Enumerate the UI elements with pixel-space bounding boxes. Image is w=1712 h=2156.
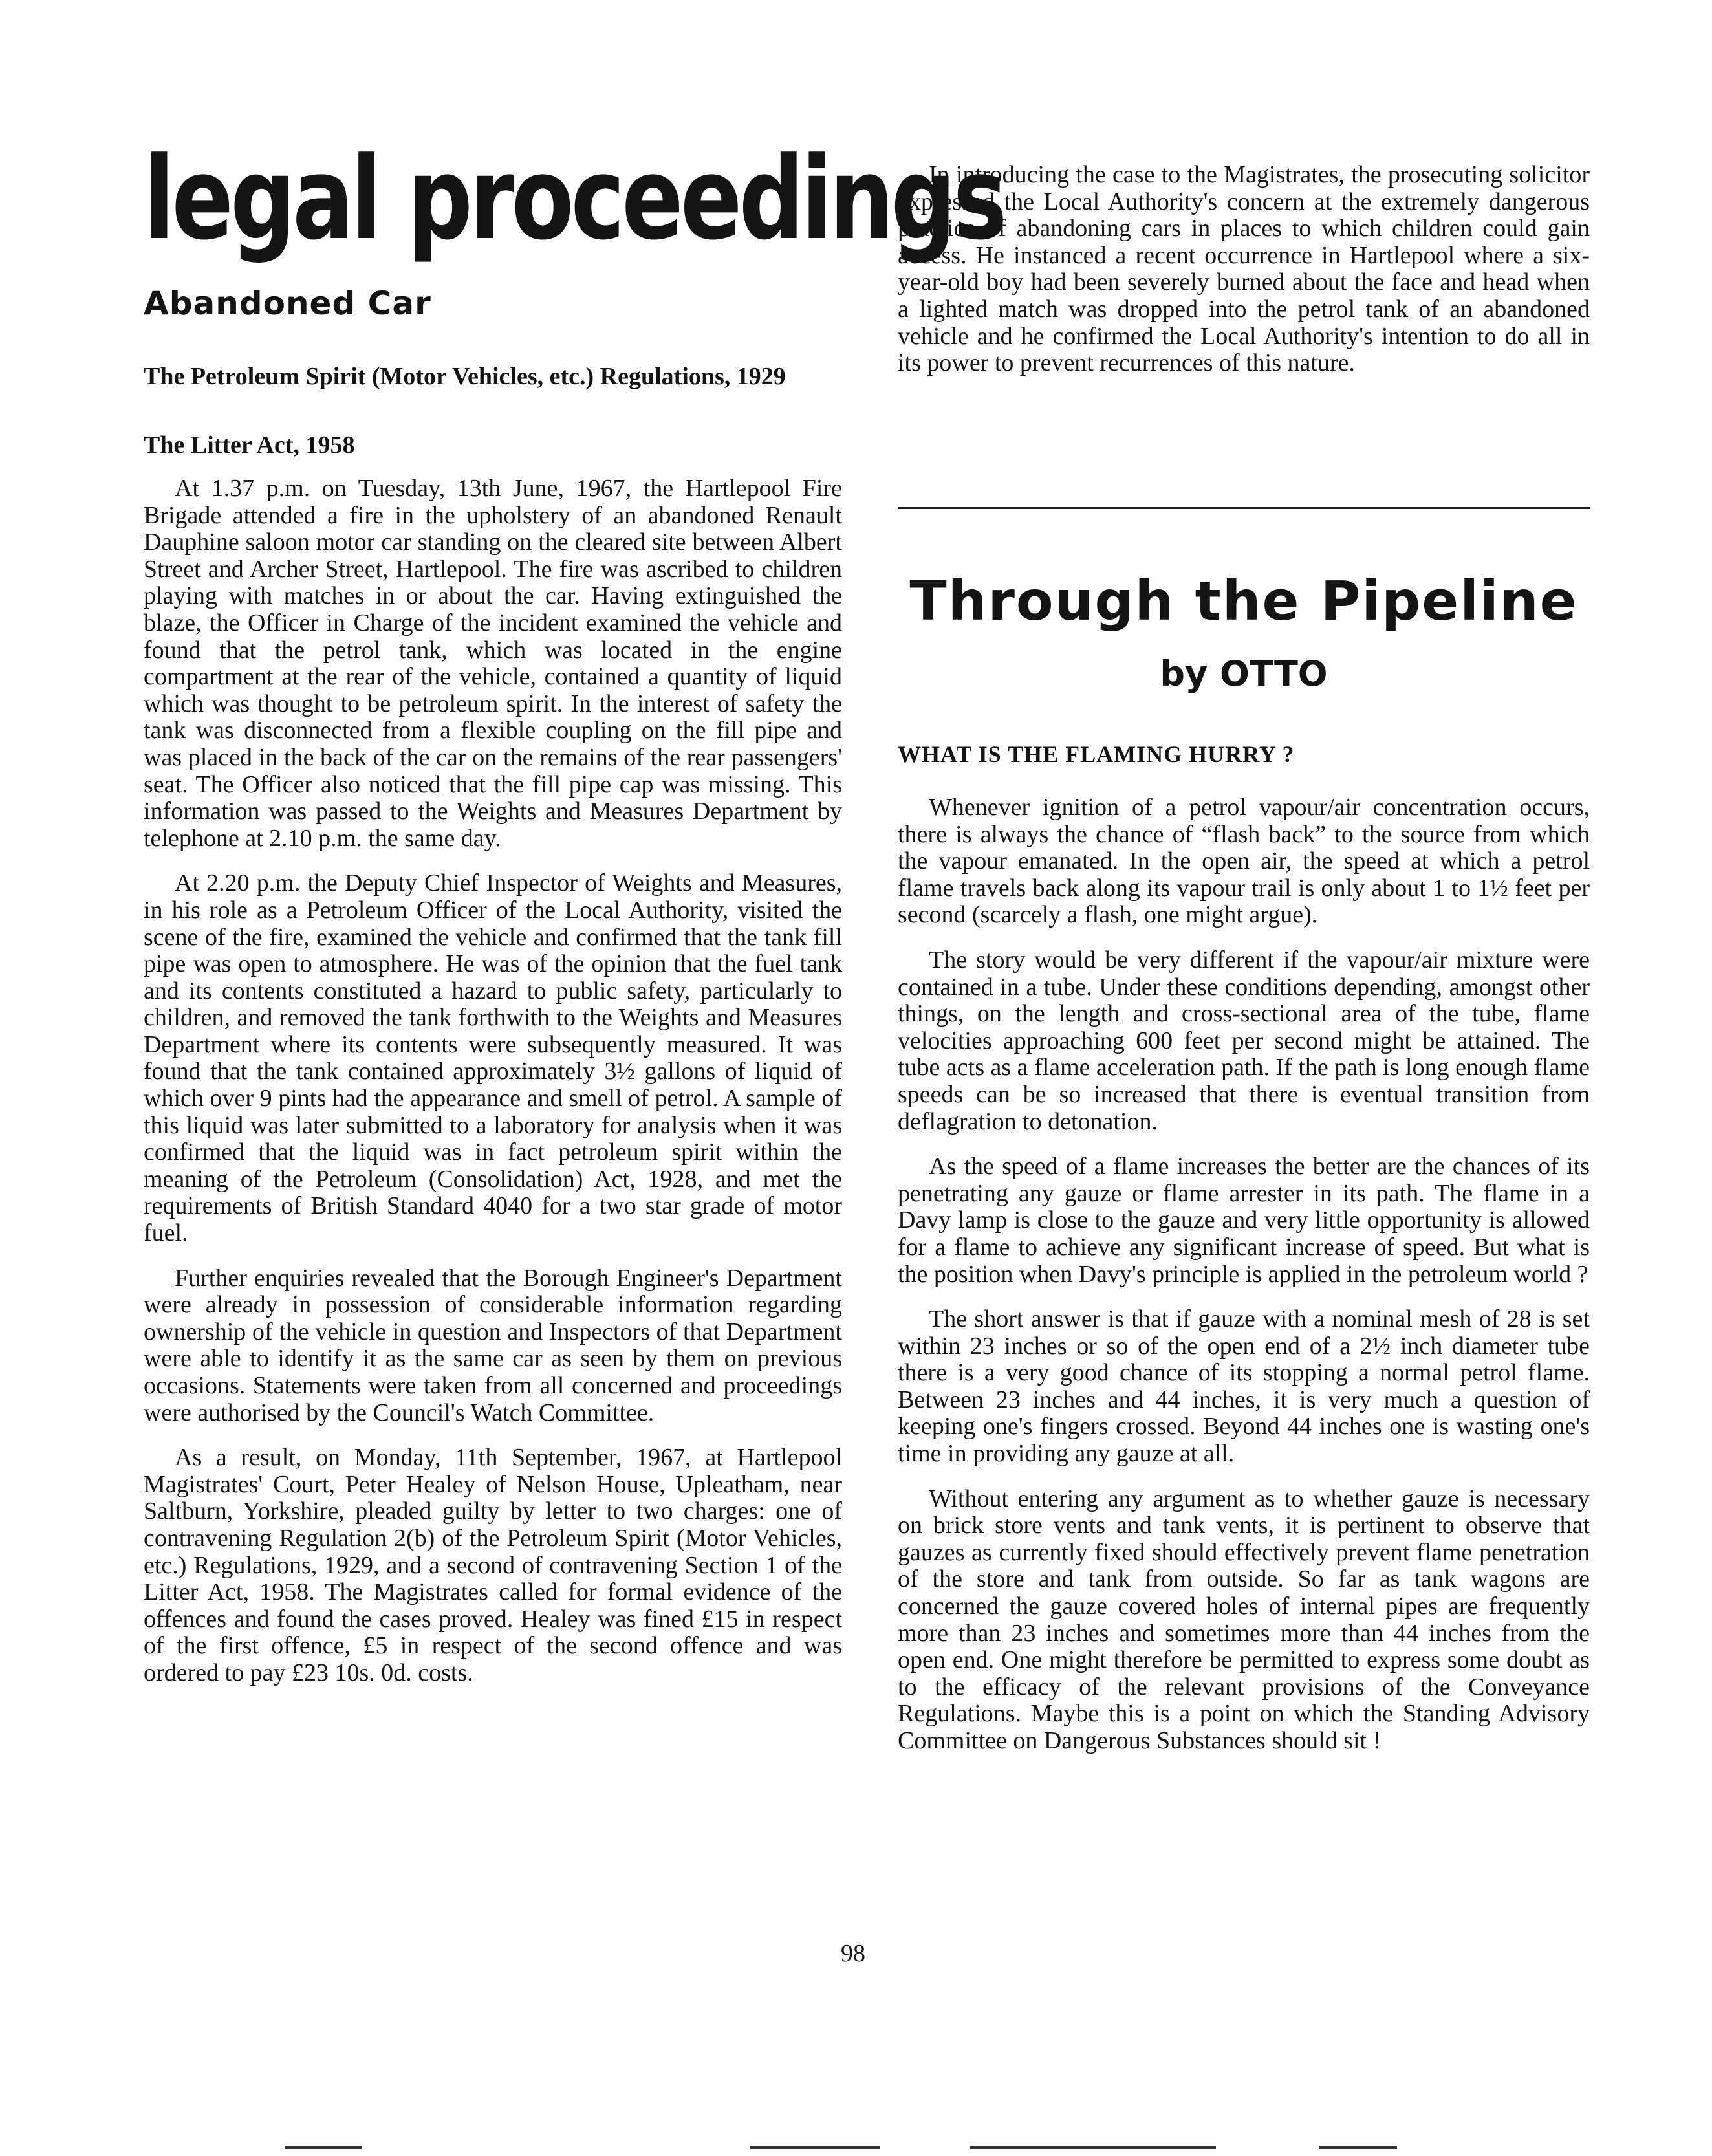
paragraph: Further enquiries revealed that the Borough Engineer's Department were already in possession of considerable information regarding ownership of the vehicle in question and Inspectors of that Department were able to identify it as the same car as seen by them on previous occasions. Statements were taken from all concerned and proceedings were authorised by the Council's Watch Committee.	[144, 1264, 842, 1426]
legal-article-body	[144, 475, 842, 1705]
pipeline-article-body	[898, 794, 1590, 1773]
legal-article-continuation	[898, 162, 1590, 395]
byline: by OTTO	[1160, 653, 1328, 694]
paragraph: Whenever ignition of a petrol vapour/air concentration occurs, there is always the chance of “flash back” to the source from which the vapour emanated. In the open air, the speed at which a petrol flame travels back along its vapour trail is only about 1 to 1½ feet per second (scarcely a flash, one might argue).	[898, 794, 1590, 929]
page-title: legal proceedings	[144, 133, 1004, 265]
paragraph: Without entering any argument as to whether gauze is necessary on brick store vents and tank vents, it is pertinent to observe that gauzes as currently fixed should effectively prevent flame penetration of the store and tank from outside. So far as tank wagons are concerned the gauze covered holes of internal pipes are frequently more than 23 inches and sometimes more than 44 inches from the open end. One might therefore be permitted to express some doubt as to the efficacy of the relevant provisions of the Conveyance Regulations. Maybe this is a point on which the Standing Advisory Committee on Dangerous Substances should sit !	[898, 1485, 1590, 1754]
paragraph: As a result, on Monday, 11th September, 1967, at Hartlepool Magistrates' Court, Peter Healey of Nelson House, Upleatham, near Saltburn, Yorkshire, pleaded guilty by letter to two charges: one of contravening Regulation 2(b) of the Petroleum Spirit (Motor Vehicles, etc.) Regulations, 1929, and a second of contravening Section 1 of the Litter Act, 1958. The Magistrates called for formal evidence of the offences and found the cases proved. Healey was fined £15 in respect of the first offence, £5 in respect of the second offence and was ordered to pay £23 10s. 0d. costs.	[144, 1444, 842, 1686]
article-subhead: Abandoned Car	[144, 285, 431, 322]
paragraph: The story would be very different if the vapour/air mixture were contained in a tube. Under these conditions depending, amongst other things, on the length and cross-sectional area of the tube, flame velocities approaching 600 feet per second might be attained. The tube acts as a flame acceleration path. If the path is long enough flame speeds can be so increased that there is eventual transition from deflagration to detonation.	[898, 946, 1590, 1135]
section-divider	[898, 507, 1590, 509]
paragraph: At 2.20 p.m. the Deputy Chief Inspector of Weights and Measures, in his role as a Petroleum Officer of the Local Authority, visited the scene of the fire, examined the vehicle and confirmed that the tank fill pipe was open to atmosphere. He was of the opinion that the fuel tank and its contents constituted a hazard to public safety, particularly to children, and removed the tank forthwith to the Weights and Measures Department where its contents were subsequently measured. It was found that the tank contained approximately 3½ gallons of liquid of which over 9 pints had the appearance and smell of petrol. A sample of this liquid was later submitted to a laboratory for analysis when it was confirmed that the liquid was in fact petroleum spirit within the meaning of the Petroleum (Consolidation) Act, 1928, and met the requirements of British Standard 4040 for a two star grade of motor fuel.	[144, 869, 842, 1247]
paragraph: In introducing the case to the Magistrates, the prosecuting solicitor expressed the Local Authority's concern at the extremely dangerous practice of abandoning cars in places to which children could gain access. He instanced a recent occurrence in Hartlepool where a six-year-old boy had been severely burned about the face and head when a lighted match was dropped into the petrol tank of an abandoned vehicle and he confirmed the Local Authority's intention to do all in its power to prevent recurrences of this nature.	[898, 161, 1590, 377]
scan-artifact	[750, 2146, 880, 2149]
column-title: Through the Pipeline	[909, 569, 1578, 633]
page-number: 98	[841, 1940, 865, 1967]
act-title: The Litter Act, 1958	[144, 431, 355, 459]
paragraph: As the speed of a flame increases the better are the chances of its penetrating any gauze or flame arrester in its path. The flame in a Davy lamp is close to the gauze and very little opportunity is allowed for a flame to achieve any significant increase of speed. But what is the position when Davy's principle is applied in the petroleum world ?	[898, 1153, 1590, 1288]
paragraph: At 1.37 p.m. on Tuesday, 13th June, 1967, the Hartlepool Fire Brigade attended a fire in the upholstery of an abandoned Renault Dauphine saloon motor car standing on the cleared site between Albert Street and Archer Street, Hartlepool. The fire was ascribed to children playing with matches in or about the car. Having extinguished the blaze, the Officer in Charge of the incident examined the vehicle and found that the petrol tank, which was located in the engine compartment at the rear of the vehicle, contained a quantity of liquid which was thought to be petroleum spirit. In the interest of safety the tank was disconnected from a flexible coupling on the fill pipe and was placed in the back of the car on the remains of the rear passengers' seat. The Officer also noticed that the fill pipe cap was missing. This information was passed to the Weights and Measures Department by telephone at 2.10 p.m. the same day.	[144, 475, 842, 852]
regulation-title: The Petroleum Spirit (Motor Vehicles, etc.) Regulations, 1929	[144, 363, 786, 390]
section-heading: WHAT IS THE FLAMING HURRY ?	[898, 741, 1295, 767]
scan-artifact	[285, 2146, 362, 2149]
paragraph: The short answer is that if gauze with a nominal mesh of 28 is set within 23 inches or so of the open end of a 2½ inch diameter tube there is a very good chance of its stopping a normal petrol flame. Between 23 inches and 44 inches, it is very much a question of keeping one's fingers crossed. Beyond 44 inches one is wasting one's time in providing any gauze at all.	[898, 1305, 1590, 1468]
scan-artifact	[970, 2146, 1216, 2149]
scan-artifact	[1319, 2146, 1397, 2149]
